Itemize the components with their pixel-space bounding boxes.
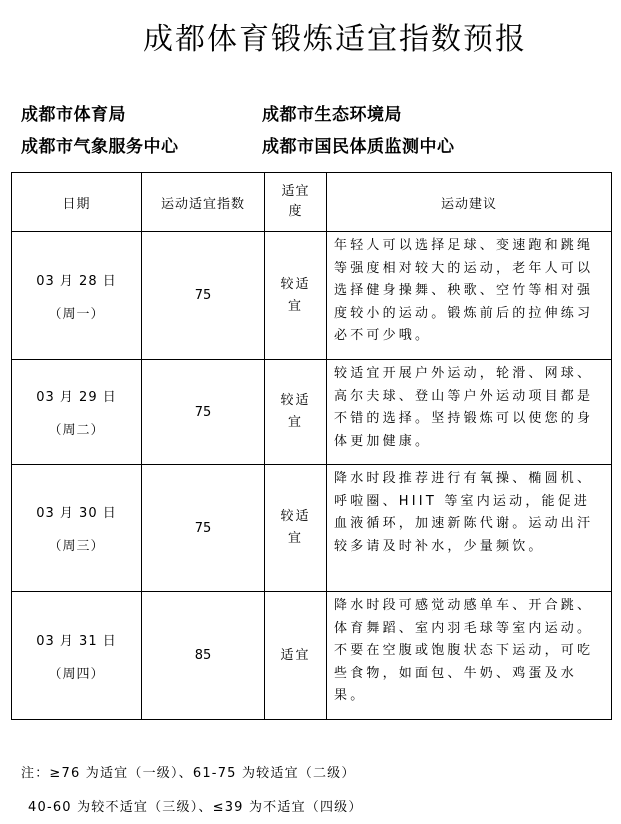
header-level: 适宜度 (265, 173, 327, 232)
date-text: 03 月 30 日 (36, 506, 117, 521)
table-row (12, 232, 612, 360)
level-cell: 较适宜 (265, 232, 327, 360)
date-cell (12, 360, 142, 465)
header-date: 日期 (12, 173, 142, 232)
advice-cell: 降水时段可感觉动感单车、开合跳、体育舞蹈、室内羽毛球等室内运动。不要在空腹或饱腹状态下运动，可吃些食物，如面包、牛奶、鸡蛋及水果。 (327, 592, 612, 720)
date-cell (12, 465, 142, 592)
table-row (12, 360, 612, 465)
note-line-2: 40-60 为较不适宜（三级）、≤39 为不适宜（四级） (28, 800, 363, 815)
table-header-row (12, 173, 612, 232)
header-index: 运动适宜指数 (142, 173, 265, 232)
date-cell (12, 592, 142, 720)
forecast-table (11, 172, 612, 720)
date-text: 03 月 28 日 (36, 273, 117, 289)
index-cell: 75 (142, 232, 265, 360)
weekday-text: （周一） (48, 306, 105, 322)
org-sports-bureau: 成都市体育局 (21, 105, 126, 125)
table-row (12, 592, 612, 720)
weekday-text: （周四） (48, 666, 105, 682)
advice-cell: 降水时段推荐进行有氧操、椭圆机、呼啦圈、HIIT 等室内运动，能促进血液循环，加速新陈代谢。运动出汗较多请及时补水，少量频饮。 (327, 465, 612, 592)
level-cell: 适宜 (265, 592, 327, 720)
org-meteorology-center: 成都市气象服务中心 (21, 137, 179, 157)
note-line-1: 注：≥76 为适宜（一级）、61-75 为较适宜（二级） (21, 766, 356, 781)
org-ecology-bureau: 成都市生态环境局 (262, 105, 402, 125)
header-advice: 运动建议 (327, 173, 612, 232)
level-cell: 较适宜 (265, 360, 327, 465)
date-text: 03 月 31 日 (36, 633, 117, 649)
date-cell (12, 232, 142, 360)
page-title: 成都体育锻炼适宜指数预报 (143, 22, 527, 57)
weekday-text: （周二） (48, 423, 105, 438)
org-fitness-monitoring-center: 成都市国民体质监测中心 (262, 137, 455, 157)
advice-cell: 年轻人可以选择足球、变速跑和跳绳等强度相对较大的运动，老年人可以选择健身操舞、秧歌、空竹等相对强度较小的运动。锻炼前后的拉伸练习必不可少哦。 (327, 232, 612, 360)
index-cell: 85 (142, 592, 265, 720)
index-cell: 75 (142, 360, 265, 465)
level-cell: 较适宜 (265, 465, 327, 592)
weekday-text: （周三） (48, 539, 105, 554)
advice-cell: 较适宜开展户外运动，轮滑、网球、高尔夫球、登山等户外运动项目都是不错的选择。坚持锻炼可以使您的身体更加健康。 (327, 360, 612, 465)
date-text: 03 月 29 日 (36, 390, 117, 405)
table-row (12, 465, 612, 592)
index-cell: 75 (142, 465, 265, 592)
